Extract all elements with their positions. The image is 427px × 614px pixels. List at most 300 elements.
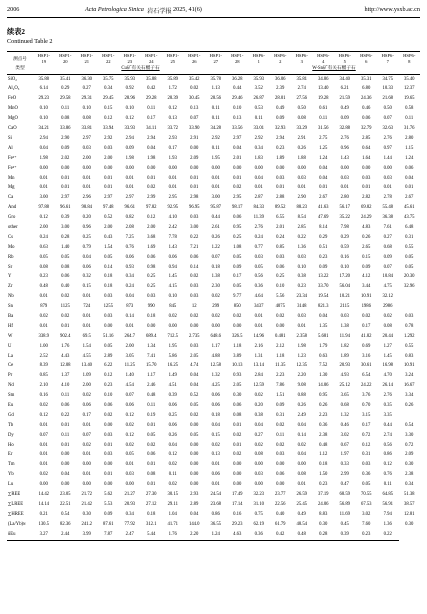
- table-cell: 0.17: [82, 412, 91, 418]
- table-cell: 0.05: [233, 284, 242, 290]
- table-cell: 0.11: [168, 472, 177, 478]
- table-cell: 33.01: [253, 126, 265, 132]
- table-cell: 0.02: [61, 294, 70, 300]
- table-cell: 0.01: [82, 323, 91, 329]
- table-cell: 0.07: [190, 116, 199, 122]
- table-cell: 2.05: [190, 353, 199, 359]
- table-cell: 0.02: [39, 402, 48, 408]
- table-cell: 30.15: [167, 492, 179, 497]
- table-cell: 0.12: [168, 452, 177, 458]
- table-cell: 97.88: [38, 205, 50, 211]
- table-cell: 69.5: [82, 333, 91, 339]
- table-cell: 11.69: [339, 511, 350, 517]
- row-label: other: [8, 224, 18, 230]
- table-cell: 0.02: [276, 442, 285, 448]
- table-cell: 0.21: [39, 511, 48, 517]
- table-cell: 0.06: [147, 254, 156, 260]
- column-header: [184, 52, 206, 66]
- row-label: CaO: [8, 126, 17, 132]
- table-cell: 2.20: [297, 373, 306, 379]
- table-cell: 2115: [340, 304, 350, 310]
- table-cell: 35.88: [145, 76, 157, 82]
- row-label: Dy: [8, 432, 14, 438]
- row-label: La: [8, 353, 13, 359]
- table-cell: 0.52: [190, 393, 199, 399]
- table-cell: 7.60: [362, 521, 371, 527]
- table-cell: 0.46: [340, 422, 349, 428]
- table-cell: 4.64: [254, 294, 263, 300]
- row-label: ∑LREE: [8, 501, 24, 507]
- table-cell: 0.34: [405, 482, 414, 488]
- table-cell: 0.03: [297, 175, 306, 181]
- table-row: [7, 312, 420, 322]
- column-header-number: 6: [365, 58, 368, 64]
- table-cell: 712.5: [167, 333, 179, 339]
- table-cell: 3.68: [147, 234, 156, 240]
- column-header: [399, 52, 421, 66]
- table-cell: 0.67: [340, 442, 349, 448]
- row-label: Eu: [8, 402, 14, 408]
- table-cell: 1.24: [205, 530, 227, 540]
- table-cell: 2.00: [147, 224, 156, 230]
- table-cell: 24.29: [360, 215, 372, 221]
- table-cell: 3.35: [383, 412, 392, 418]
- row-label: Nd: [8, 383, 14, 389]
- table-cell: 0.00: [104, 165, 113, 171]
- table-cell: 0.00: [168, 165, 177, 171]
- table-cell: 2.74: [383, 432, 392, 438]
- column-header-number: 22: [105, 58, 111, 64]
- table-cell: 2.87: [254, 195, 263, 201]
- table-cell: 0.02: [82, 393, 91, 399]
- table-cell: 0.22: [377, 530, 399, 540]
- table-cell: 2.89: [104, 353, 113, 359]
- table-row: [7, 382, 420, 392]
- table-cell: 35.22: [339, 215, 351, 221]
- table-cell: 0.01: [61, 323, 70, 329]
- table-cell: 17.49: [231, 492, 243, 497]
- table-row: [7, 243, 420, 253]
- table-cell: 0.02: [233, 313, 242, 319]
- table-cell: 0.04: [254, 175, 263, 181]
- table-cell: 4075: [275, 304, 285, 310]
- table-cell: 0.00: [39, 165, 48, 171]
- table-cell: 69.82: [360, 205, 372, 211]
- table-cell: 41.82: [360, 333, 372, 339]
- table-cell: 21.27: [124, 492, 136, 497]
- table-cell: 0.76: [383, 472, 392, 478]
- table-cell: 0.01: [211, 482, 220, 488]
- table-row: [7, 95, 420, 105]
- table-cell: 70.55: [360, 492, 372, 497]
- table-cell: 1.50: [319, 472, 328, 478]
- table-cell: 1.51: [276, 393, 285, 399]
- table-cell: 0.30: [319, 521, 328, 527]
- table-cell: 0.03: [104, 452, 113, 458]
- table-cell: 4.83: [362, 224, 371, 230]
- table-caption-cn: 续表2: [7, 28, 25, 36]
- table-cell: 0.03: [104, 145, 113, 151]
- table-cell: 0.08: [61, 116, 70, 122]
- group-header-a: Cu矿有关石榴子石: [33, 65, 248, 75]
- table-cell: 0.06: [104, 402, 113, 408]
- table-cell: 16.67: [403, 383, 415, 389]
- column-header: [248, 52, 270, 66]
- table-cell: 0.14: [297, 432, 306, 438]
- row-label: Al: [8, 145, 13, 151]
- table-row: [7, 263, 420, 273]
- table-cell: 0.04: [39, 145, 48, 151]
- table-cell: 0.00: [190, 145, 199, 151]
- table-cell: 0.11: [211, 145, 220, 151]
- table-cell: 3.24: [405, 373, 414, 379]
- table-cell: 2.94: [39, 135, 48, 141]
- table-cell: 0.04: [254, 422, 263, 428]
- table-cell: 0.12: [168, 106, 177, 112]
- column-header: [270, 52, 292, 66]
- table-cell: 0.01: [61, 175, 70, 181]
- column-header-number: 4: [322, 58, 325, 64]
- table-cell: 3.65: [340, 393, 349, 399]
- row-label: Zr: [8, 284, 13, 290]
- table-cell: 33.86: [59, 126, 71, 132]
- table-cell: 4.10: [61, 383, 70, 389]
- table-cell: 92.95: [167, 205, 179, 211]
- table-cell: 34.28: [210, 126, 222, 132]
- table-cell: 850: [233, 304, 241, 310]
- table-row: [7, 75, 420, 85]
- column-header-prefix: HSP6-: [274, 53, 287, 59]
- table-cell: 2.95: [168, 195, 177, 201]
- running-header: [7, 5, 420, 17]
- table-cell: 0.00: [340, 165, 349, 171]
- table-cell: 1.43: [168, 244, 177, 250]
- table-cell: 0.15: [362, 254, 371, 260]
- table-cell: 0.04: [168, 442, 177, 448]
- table-cell: 0.08: [297, 472, 306, 478]
- column-header: [377, 52, 399, 66]
- table-cell: 0.56: [254, 274, 263, 280]
- table-cell: 56.91: [382, 501, 394, 507]
- table-cell: 0.48: [39, 284, 48, 290]
- table-cell: 0.01: [297, 482, 306, 488]
- table-cell: 1.83: [254, 155, 263, 161]
- table-cell: 27.30: [145, 492, 157, 497]
- table-cell: 1.34: [147, 343, 156, 349]
- table-cell: 0.18: [147, 313, 156, 319]
- row-label: U: [8, 343, 12, 349]
- table-cell: 98.84: [81, 205, 93, 211]
- table-cell: 0.31: [276, 412, 285, 418]
- table-cell: 0.02: [383, 313, 392, 319]
- table-cell: 14.42: [38, 492, 50, 497]
- table-cell: 0.78: [405, 323, 414, 329]
- table-cell: 1.49: [168, 373, 177, 379]
- table-row: [7, 184, 420, 194]
- table-cell: 0.48: [319, 442, 328, 448]
- table-cell: 0.01: [168, 175, 177, 181]
- row-label: Fe²⁺: [8, 165, 17, 171]
- table-cell: 27.56: [296, 96, 308, 102]
- table-cell: 0.00: [276, 323, 285, 329]
- table-cell: 28.39: [167, 96, 179, 102]
- table-cell: 0.13: [211, 452, 220, 458]
- table-cell: 0.02: [211, 294, 220, 300]
- table-cell: 0.39: [168, 393, 177, 399]
- table-cell: 25.45: [296, 501, 308, 507]
- table-cell: 2.42: [168, 224, 177, 230]
- table-cell: 0.01: [254, 185, 263, 191]
- row-label: Lu: [8, 482, 14, 488]
- table-cell: 23.68: [210, 501, 222, 507]
- table-cell: 0.56: [383, 442, 392, 448]
- table-cell: 7.61: [383, 224, 392, 230]
- table-row: [7, 293, 420, 303]
- table-cell: 2.99: [340, 472, 349, 478]
- row-label: Si: [8, 135, 12, 141]
- table-cell: 3.52: [254, 86, 263, 92]
- table-cell: 0.02: [147, 442, 156, 448]
- table-cell: 0.12: [39, 215, 48, 221]
- column-header-prefix: HSP1-: [59, 53, 72, 59]
- table-cell: 2.23: [276, 373, 285, 379]
- row-label: Ca: [8, 195, 14, 201]
- table-cell: 1.00: [39, 343, 48, 349]
- table-cell: 0.50: [383, 106, 392, 112]
- table-cell: 1.38: [340, 323, 349, 329]
- table-cell: 29.31: [81, 96, 93, 102]
- table-cell: 97.48: [102, 205, 114, 211]
- table-cell: 0.01: [233, 442, 242, 448]
- table-cell: 1.45: [383, 353, 392, 359]
- table-cell: 36.55: [210, 521, 222, 527]
- table-cell: 21.72: [81, 492, 93, 497]
- table-cell: 67.53: [360, 501, 372, 507]
- table-cell: 1.95: [211, 155, 220, 161]
- table-cell: 2.67: [405, 195, 414, 201]
- table-cell: 4.10: [168, 215, 177, 221]
- table-cell: 0.11: [383, 482, 392, 488]
- table-cell: 0.02: [168, 313, 177, 319]
- table-cell: 16.25: [167, 363, 179, 369]
- table-cell: 0.23: [297, 284, 306, 290]
- table-cell: 0.01: [82, 185, 91, 191]
- table-cell: 4.43: [61, 353, 70, 359]
- table-cell: 3.15: [362, 412, 371, 418]
- table-cell: 0.06: [61, 402, 70, 408]
- table-cell: 0.00: [211, 165, 220, 171]
- table-cell: 0.03: [190, 215, 199, 221]
- table-cell: 6.22: [104, 363, 113, 369]
- table-cell: 0.06: [190, 254, 199, 260]
- table-cell: 0.00: [104, 482, 113, 488]
- table-cell: 1.79: [319, 343, 328, 349]
- table-cell: 2.94: [147, 135, 156, 141]
- table-cell: 11.94: [339, 333, 350, 339]
- table-cell: 2.97: [61, 195, 70, 201]
- table-cell: 29.23: [231, 521, 243, 527]
- table-cell: 0.30: [82, 511, 91, 517]
- table-row: [7, 194, 420, 204]
- table-cell: 2.80: [405, 135, 414, 141]
- table-cell: 0.03: [383, 175, 392, 181]
- table-cell: 0.05: [39, 254, 48, 260]
- table-cell: 0.02: [168, 482, 177, 488]
- table-row: [7, 520, 420, 530]
- table-cell: 0.01: [39, 452, 48, 458]
- table-cell: 1.17: [211, 343, 220, 349]
- column-header-prefix: HSP6-: [295, 53, 308, 59]
- table-cell: 1.32: [211, 373, 220, 379]
- table-cell: 0.00: [147, 165, 156, 171]
- table-cell: 0.02: [233, 452, 242, 458]
- table-cell: 0.25: [147, 284, 156, 290]
- table-cell: 0.42: [270, 530, 292, 540]
- table-cell: 13.40: [317, 86, 329, 92]
- geochemistry-table: [7, 51, 420, 541]
- column-header-prefix: HSP1-: [166, 53, 179, 59]
- table-cell: 2.358: [296, 333, 308, 339]
- table-cell: 0.06: [211, 402, 220, 408]
- table-row: [7, 154, 420, 164]
- table-cell: 33.90: [188, 126, 200, 132]
- table-cell: 4.12: [362, 274, 371, 280]
- table-cell: 13.14: [253, 363, 265, 369]
- table-cell: 0.18: [211, 412, 220, 418]
- table-cell: 326.5: [231, 333, 243, 339]
- table-cell: 0.03: [104, 294, 113, 300]
- table-cell: 0.55: [405, 244, 414, 250]
- table-cell: 0.02: [362, 313, 371, 319]
- table-cell: 0.23: [319, 254, 328, 260]
- table-row: [7, 273, 420, 283]
- table-cell: 10.21: [339, 294, 351, 300]
- table-cell: 0.07: [39, 432, 48, 438]
- table-cell: 0.00: [233, 165, 242, 171]
- table-cell: 0.00: [276, 482, 285, 488]
- table-cell: 3.02: [340, 432, 349, 438]
- table-cell: 2.76: [340, 135, 349, 141]
- table-cell: 0.00: [233, 472, 242, 478]
- table-cell: 1986: [361, 304, 371, 310]
- table-cell: 2.10: [39, 383, 48, 389]
- table-cell: 10.13: [231, 363, 243, 369]
- table-cell: 0.53: [254, 106, 263, 112]
- table-cell: 48.54: [296, 521, 308, 527]
- table-row: [7, 105, 420, 115]
- table-cell: 2.46: [147, 383, 156, 389]
- row-label: Gd: [8, 412, 14, 418]
- table-cell: 0.93: [125, 264, 134, 270]
- column-header-prefix: HSP1-: [123, 53, 136, 59]
- table-cell: 1.09: [82, 373, 91, 379]
- table-cell: 0.14: [104, 264, 113, 270]
- table-cell: 2.82: [362, 195, 371, 201]
- table-cell: 0.05: [254, 264, 263, 270]
- table-cell: 0.07: [383, 116, 392, 122]
- column-header-prefix: HSP1-: [37, 53, 50, 59]
- table-row: [7, 401, 420, 411]
- table-cell: 1.13: [211, 86, 220, 92]
- table-cell: 0.01: [362, 185, 371, 191]
- table-cell: 0.00: [254, 462, 263, 468]
- column-header-number: 20: [62, 58, 68, 64]
- table-cell: 7.21: [190, 244, 199, 250]
- table-cell: 2.52: [39, 353, 48, 359]
- table-cell: 689.4: [145, 333, 157, 339]
- table-cell: 724: [83, 304, 91, 310]
- table-cell: 241.2: [81, 521, 93, 527]
- table-cell: 0.02: [190, 412, 199, 418]
- table-cell: 0.95: [319, 393, 328, 399]
- table-cell: 2.23: [319, 412, 328, 418]
- table-cell: 1.89: [276, 155, 285, 161]
- table-cell: 35.42: [188, 76, 200, 82]
- table-cell: 0.01: [276, 185, 285, 191]
- table-cell: 0.58: [405, 106, 414, 112]
- table-cell: 2.38: [319, 432, 328, 438]
- group-header-row: [7, 65, 420, 75]
- table-cell: 2.99: [147, 195, 156, 201]
- table-row: [7, 461, 420, 471]
- table-cell: 23.77: [274, 492, 286, 497]
- table-cell: 0.12: [104, 373, 113, 379]
- table-cell: 0.27: [82, 86, 91, 92]
- column-header-number: 5: [343, 58, 346, 64]
- table-cell: 2.76: [383, 393, 392, 399]
- corner-header: 测点号: [7, 52, 33, 66]
- table-cell: 0.16: [340, 254, 349, 260]
- table-cell: 0.42: [147, 86, 156, 92]
- table-cell: 1.54: [104, 244, 113, 250]
- table-row: [7, 233, 420, 243]
- table-cell: 0.02: [39, 472, 48, 478]
- table-cell: 0.39: [334, 530, 356, 540]
- table-cell: 1.40: [61, 244, 70, 250]
- table-cell: 33.29: [296, 126, 308, 132]
- table-cell: 845: [169, 304, 177, 310]
- table-cell: 2.02: [61, 155, 70, 161]
- table-cell: 35.41: [59, 76, 71, 82]
- table-cell: 0.79: [82, 244, 91, 250]
- table-cell: 0.03: [125, 472, 134, 478]
- table-cell: 1.98: [125, 155, 134, 161]
- table-row: [7, 85, 420, 95]
- table-row: [7, 352, 420, 362]
- table-cell: 0.00: [61, 462, 70, 468]
- table-cell: 2986: [383, 304, 393, 310]
- table-cell: 2.78: [383, 195, 392, 201]
- table-cell: 2.76: [254, 224, 263, 230]
- row-label: Sr: [8, 264, 13, 270]
- table-cell: 0.24: [254, 234, 263, 240]
- column-header: [291, 52, 313, 66]
- table-cell: 130.5: [38, 521, 50, 527]
- table-cell: 0.61: [319, 106, 328, 112]
- table-cell: 0.06: [211, 472, 220, 478]
- table-cell: 3.16: [362, 353, 371, 359]
- table-cell: 0.02: [211, 442, 220, 448]
- row-label: (La/Yb)ɴ: [8, 521, 26, 527]
- table-cell: 0.11: [211, 106, 220, 112]
- table-cell: 24.36: [360, 96, 372, 102]
- table-cell: 0.14: [125, 313, 134, 319]
- table-cell: 0.00: [168, 323, 177, 329]
- column-header-prefix: HSP1-: [80, 53, 93, 59]
- table-cell: 0.01: [233, 422, 242, 428]
- table-cell: 0.22: [190, 234, 199, 240]
- row-label: Tb: [8, 422, 14, 428]
